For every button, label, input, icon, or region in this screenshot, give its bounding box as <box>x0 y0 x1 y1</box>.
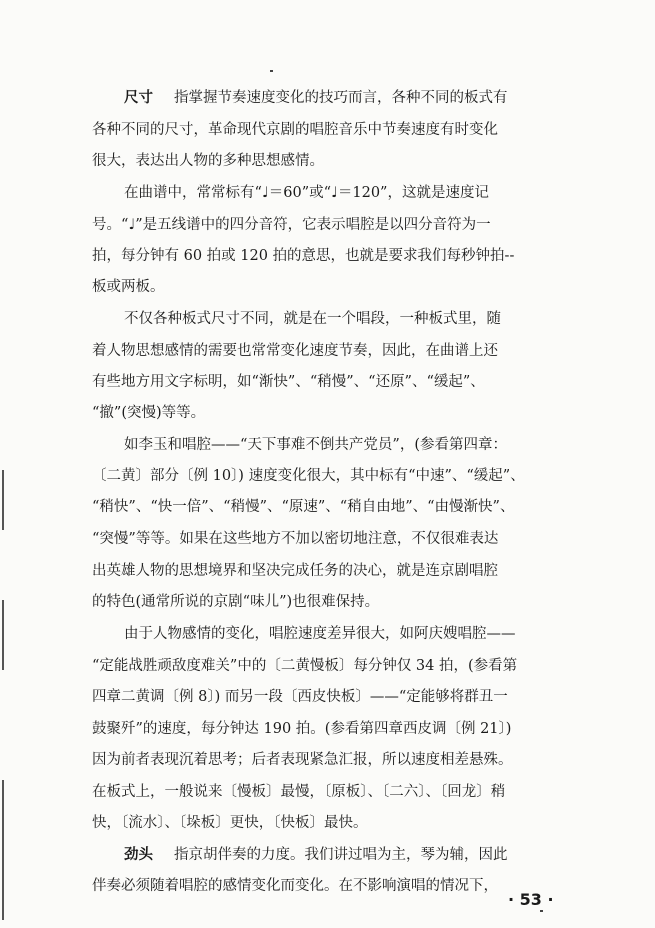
scan-edge-mark <box>2 600 4 670</box>
term-chicun: 尺寸 <box>124 90 153 106</box>
text-line <box>0 620 655 648</box>
text-line-content: 板或两板。 <box>92 279 165 295</box>
text-line <box>0 462 655 490</box>
text-line <box>0 399 655 427</box>
text-line-content: 如李玉和唱腔——“天下事难不倒共产党员”，(参看第四章： <box>124 437 507 453</box>
text-line-content: “定能战胜顽敌度难关”中的〔二黄慢板〕每分钟仅 34 拍，(参看第 <box>92 658 518 674</box>
text-line-content: 在曲谱中，常常标有“♩＝60”或“♩＝120”，这就是速度记 <box>124 185 489 201</box>
text-line-content: 伴奏必须随着唱腔的感情变化而变化。在不影响演唱的情况下， <box>92 878 498 894</box>
text-line-content: 不仅各种板式尺寸不同，就是在一个唱段，一种板式里，随 <box>124 311 501 327</box>
text-line-content: 很大，表达出人物的多种思想感情。 <box>92 153 324 169</box>
text-line <box>0 242 655 270</box>
text-line-content: 各种不同的尺寸，革命现代京剧的唱腔音乐中节奏速度有时变化 <box>92 122 498 138</box>
text-line-content: 号。“♩”是五线谱中的四分音符，它表示唱腔是以四分音符为一 <box>92 217 491 233</box>
text-line <box>0 147 655 175</box>
text-line <box>0 809 655 837</box>
text-line-content: 的特色(通常所说的京剧“味儿”)也很难保持。 <box>92 594 380 610</box>
text-line <box>0 179 655 207</box>
text-line-content: 因为前者表现沉着思考；后者表现紧急汇报，所以速度相差悬殊。 <box>92 752 513 768</box>
text-line <box>0 525 655 553</box>
text-line-content: 有些地方用文字标明，如“渐快”、“稍慢”、“还原”、“缓起”、 <box>92 374 485 390</box>
text-line <box>0 652 655 680</box>
text-line <box>0 493 655 521</box>
text-line-content: 着人物思想感情的需要也常常变化速度节奏，因此，在曲谱上还 <box>92 343 498 359</box>
text-line <box>0 368 655 396</box>
text-line <box>0 431 655 459</box>
text-line <box>0 211 655 239</box>
page-number: · 53 · <box>508 890 554 909</box>
text-line-content: “突慢”等等。如果在这些地方不加以密切地注意，不仅很难表达 <box>92 531 499 547</box>
text-line <box>0 778 655 806</box>
text-line-content: 快，〔流水〕、〔垛板〕更快，〔快板〕最快。 <box>92 815 368 831</box>
text-line-content: 四章二黄调〔例 8〕) 而另一段〔西皮快板〕——“定能够将群丑一 <box>92 689 508 705</box>
text-line-content: 由于人物感情的变化，唱腔速度差异很大，如阿庆嫂唱腔—— <box>124 626 516 642</box>
text-line-content: “撤”(突慢)等等。 <box>92 405 206 421</box>
text-line-content: 〔二黄〕部分〔例 10〕) 速度变化很大，其中标有“中速”、“缓起”、 <box>92 468 525 484</box>
text-line <box>0 683 655 711</box>
text-line-content: 鼓聚歼”的速度，每分钟达 190 拍。(参看第四章西皮调〔例 21〕) <box>92 721 512 737</box>
text-line <box>0 305 655 333</box>
scan-edge-mark <box>2 780 4 920</box>
text-line <box>0 841 655 869</box>
text-line <box>0 557 655 585</box>
text-line-content: 指掌握节奏速度变化的技巧而言，各种不同的板式有 <box>174 90 508 106</box>
text-line <box>0 715 655 743</box>
text-line <box>0 84 655 112</box>
text-line <box>0 273 655 301</box>
term-jintou: 劲头 <box>124 847 153 863</box>
scan-edge-mark <box>2 470 4 530</box>
text-line <box>0 746 655 774</box>
text-line <box>0 588 655 616</box>
text-line-content: 出英雄人物的思想境界和坚决完成任务的决心，就是连京剧唱腔 <box>92 563 498 579</box>
text-line-content: 指京胡伴奏的力度。我们讲过唱为主，琴为辅，因此 <box>174 847 508 863</box>
scan-speck <box>540 910 543 912</box>
text-line-content: 拍，每分钟有 60 拍或 120 拍的意思，也就是要求我们每秒钟拍-- <box>92 248 515 264</box>
text-line <box>0 337 655 365</box>
text-line-content: 在板式上，一般说来〔慢板〕最慢，〔原板〕、〔二六〕、〔回龙〕稍 <box>92 784 506 800</box>
text-line-content: “稍快”、“快一倍”、“稍慢”、“原速”、“稍自由地”、“由慢渐快”、 <box>92 499 515 515</box>
text-line <box>0 116 655 144</box>
text-line <box>0 872 655 900</box>
scan-speck <box>270 70 273 72</box>
